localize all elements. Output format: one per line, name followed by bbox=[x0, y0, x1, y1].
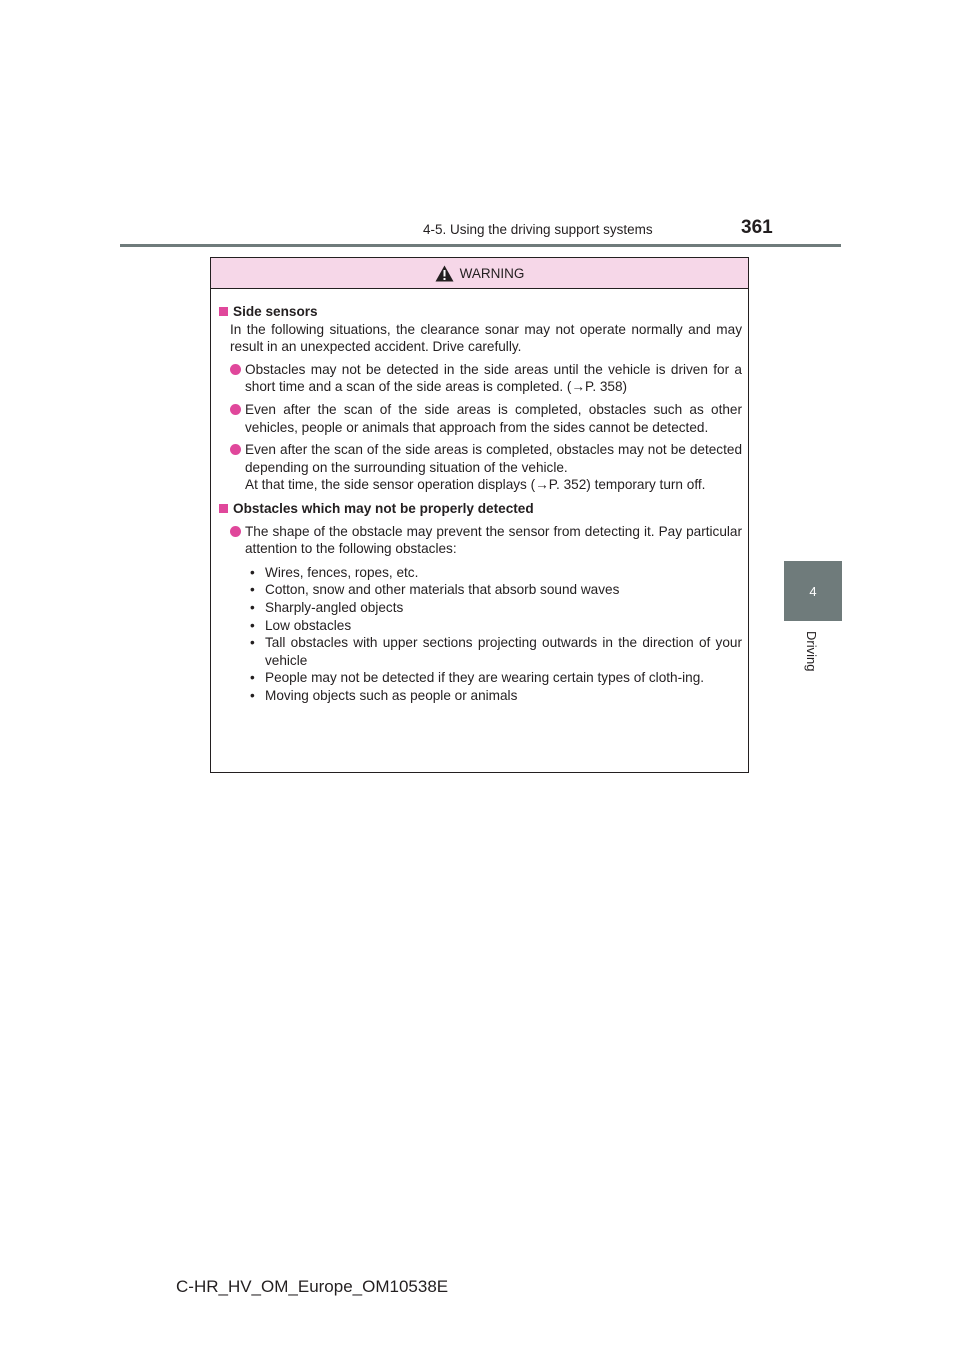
section-intro: In the following situations, the clearance sonar may not operate normally and may result in an unexpected accident. Drive carefully. bbox=[230, 321, 742, 355]
obstacle-list bbox=[249, 564, 742, 705]
sub-list-item: • Wires, fences, ropes, etc. bbox=[249, 564, 742, 582]
header-divider bbox=[120, 244, 841, 247]
sub-list-item: • Low obstacles bbox=[249, 617, 742, 635]
circle-bullet-icon bbox=[230, 404, 241, 415]
sub-list-item: • Tall obstacles with upper sections projecting outwards in the direction of your vehicle bbox=[250, 635, 742, 668]
section-heading bbox=[218, 303, 742, 321]
sub-list-item: • Cotton, snow and other materials that absorb sound waves bbox=[249, 581, 742, 599]
sub-list-item-text: Low obstacles bbox=[265, 617, 352, 633]
warning-title: WARNING bbox=[459, 265, 525, 281]
sub-list-item-text: Sharply-angled objects bbox=[265, 599, 404, 615]
section-heading bbox=[218, 500, 742, 518]
section-title: 4-5. Using the driving support systems bbox=[423, 222, 653, 237]
page-number: 361 bbox=[741, 217, 773, 238]
list-item-text: Obstacles may not be detected in the side areas until the vehicle is driven for a short time and a scan of the side areas is completed. (→P. 358) bbox=[245, 361, 742, 395]
sub-list-item: • Sharply-angled objects bbox=[249, 599, 742, 617]
list-item-text: Even after the scan of the side areas is completed, obstacles such as other vehicles, people or animals that approach from the sides cannot be detected. bbox=[245, 401, 742, 435]
list-item bbox=[230, 361, 742, 396]
circle-bullet-icon bbox=[230, 444, 241, 455]
heading-text: Side sensors bbox=[233, 304, 318, 319]
list-item-line: Even after the scan of the side areas is completed, obstacles may not be detected depending on the surrounding situation of the vehicle. bbox=[245, 442, 742, 475]
sub-list-item: • People may not be detected if they are wearing certain types of cloth-ing. bbox=[249, 669, 742, 687]
circle-bullet-icon bbox=[230, 364, 241, 375]
list-item bbox=[230, 401, 742, 436]
list-item-line: At that time, the side sensor operation displays (→P. 352) temporary turn off. bbox=[245, 477, 706, 493]
sub-list-item-text: Moving objects such as people or animals bbox=[265, 687, 518, 703]
warning-header bbox=[211, 258, 748, 289]
warning-triangle-icon bbox=[435, 265, 454, 282]
sub-list-item-text: Cotton, snow and other materials that absorb sound waves bbox=[265, 582, 620, 598]
warning-body bbox=[211, 289, 748, 704]
chapter-tab-number: 4 bbox=[784, 561, 842, 621]
sub-list-item-text: People may not be detected if they are wearing certain types of cloth-ing. bbox=[265, 670, 705, 686]
sub-list-item: • Moving objects such as people or animals bbox=[249, 687, 742, 705]
document-code: C-HR_HV_OM_Europe_OM10538E bbox=[176, 1277, 449, 1296]
square-bullet-icon bbox=[219, 504, 228, 513]
heading-text: Obstacles which may not be properly detected bbox=[233, 500, 534, 516]
chapter-tab-label bbox=[784, 621, 842, 681]
sub-list-item-text: Tall obstacles with upper sections projecting outwards in the direction of your vehicle bbox=[265, 635, 742, 668]
sub-list-item-text: Wires, fences, ropes, etc. bbox=[265, 564, 419, 580]
circle-bullet-icon bbox=[230, 526, 241, 537]
list-item-text bbox=[245, 441, 742, 494]
chapter-label-text: Driving bbox=[804, 631, 819, 672]
list-item bbox=[230, 523, 742, 558]
list-item-text: The shape of the obstacle may prevent the sensor from detecting it. Pay particular attention to the following obstacles: bbox=[245, 523, 742, 557]
warning-box bbox=[210, 257, 749, 773]
square-bullet-icon bbox=[219, 307, 228, 316]
list-item bbox=[230, 441, 742, 494]
